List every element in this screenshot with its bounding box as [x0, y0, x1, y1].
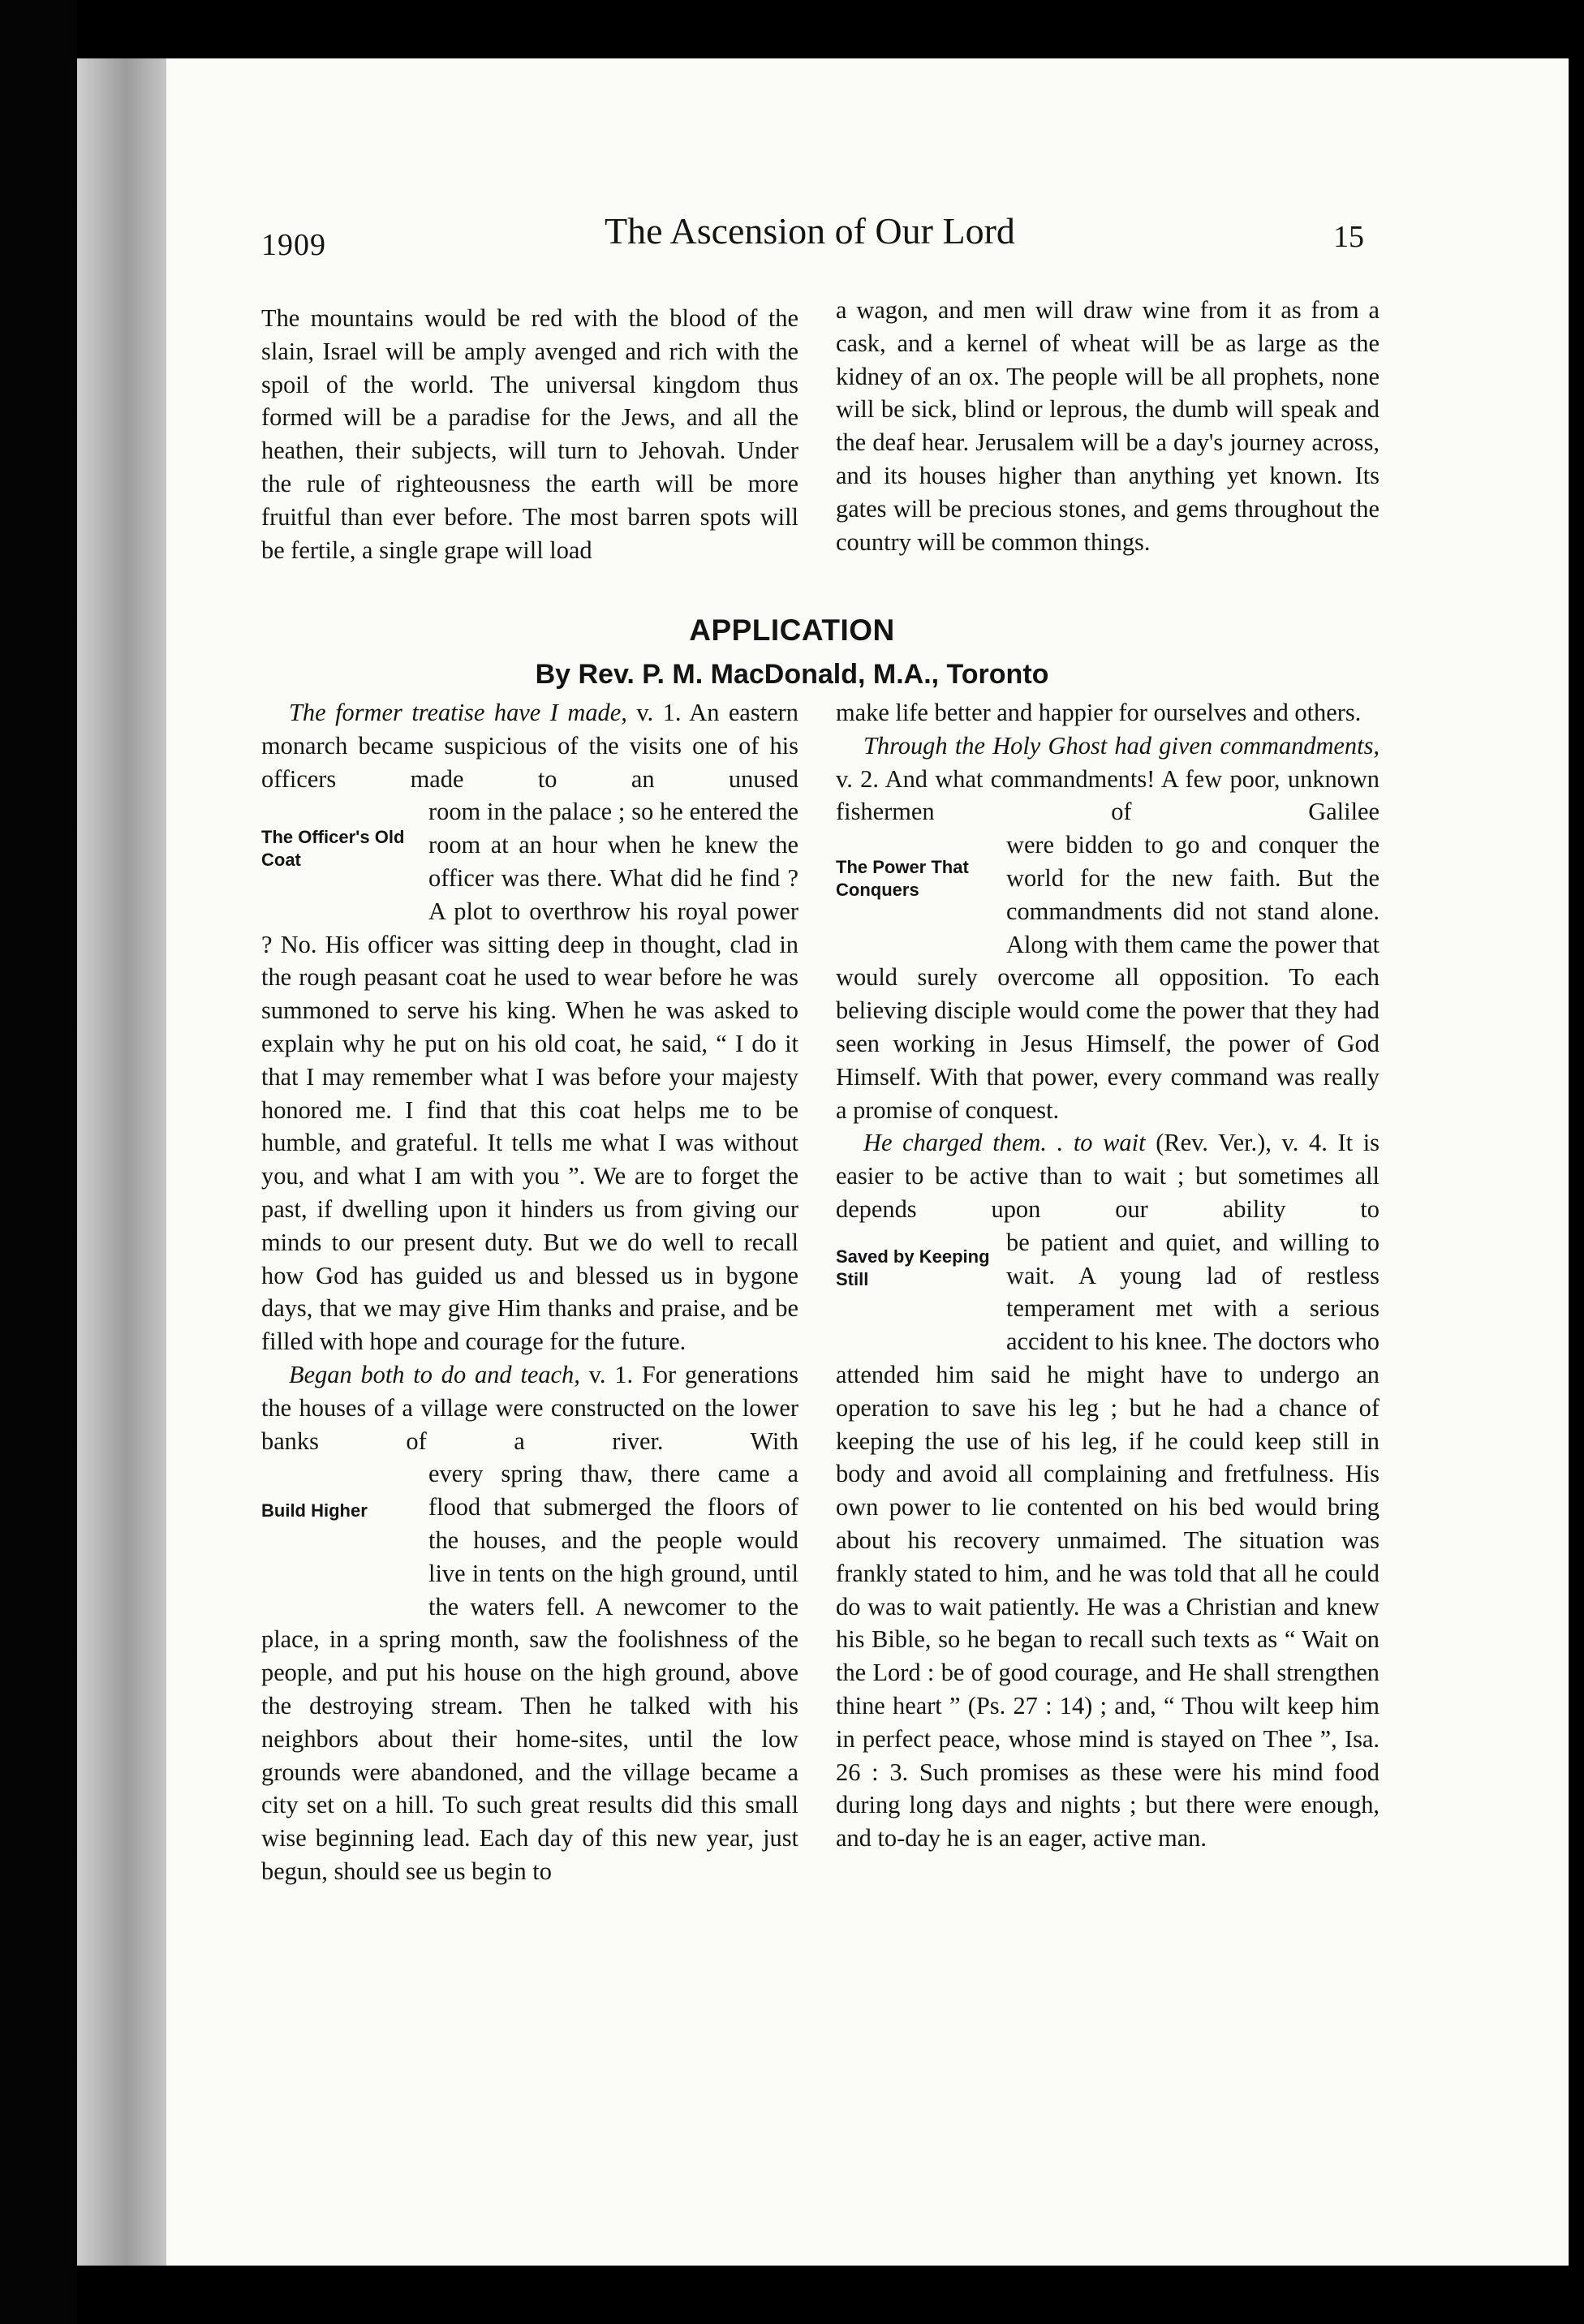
paragraph-continuation: make life better and happier for ourselves and others.: [836, 699, 1362, 726]
paragraph-text: v. 2. And what commandments! A few poor, unknown fishermen of Galilee: [836, 764, 1380, 826]
paragraph-text: v. 1. For generations the houses of a village were constructed on the lower banks of a river. With: [261, 1360, 798, 1455]
paragraph-text: v. 1. An eastern monarch became suspicious of the visits one of his officers made to an unused: [261, 699, 798, 793]
paragraph-text: room in the palace ; so he entered the room at an hour when he knew the officer was there. What did he find ? A plot to overthrow his royal power ? No. His officer was sitting deep in thought, clad in the rough peasant coat he used to wear before he was summoned to serve his king. When he was asked to explain why he put on his old coat, he said, “ I do it that I may remember what I was before your majesty honored me. I find that this coat helps me to be humble, and grateful. It tells me what I was without you, and what I am with you ”. We are to forget the past, if dwelling upon it hinders us from giving our minds to our present duty. But we do well to recall how God has guided us and blessed us in bygone days, that we may give Him thanks and praise, and be filled with hope and courage for the future.: [261, 798, 798, 1356]
paragraph-text: (Rev. Ver.), v. 4. It is easier to be active than to wait ; but sometimes all depends upon our ability to: [836, 1129, 1380, 1223]
sidenote-power-that-conquers: The Power That Conquers: [836, 857, 969, 901]
paragraph-text: were bidden to go and conquer the world for the new faith. But the commandments did not stand alone. Along with them came the power that would surely overcome all opposition. To each believing disciple would come the power that they had seen working in Jesus Himself, the power of God Himself. With that power, every command was really a promise of conquest.: [836, 831, 1380, 1124]
page-gutter: [77, 58, 166, 2266]
sidenote-officers-old-coat: The Officer's Old Coat: [261, 827, 405, 871]
left-column: [261, 696, 798, 1888]
header-title: The Ascension of Our Lord: [605, 210, 1015, 252]
scan-border: [0, 0, 77, 2324]
paragraph-text: be patient and quiet, and willing to wait. A young lad of restless temperament met with a serious accident to his knee. The doctors who attended him said he might have to undergo an operation to save his leg ; but he had a chance of keeping the use of his leg, if he could keep still in body and avoid all complaining and fretfulness. His own power to lie contented on his bed would bring about his recovery unmaimed. The situation was frankly stated to him, and he was told that all he could do was to wait patiently. He was a Christian and knew his Bible, so he began to recall such texts as “ Wait on the Lord : be of good courage, and He shall strengthen thine heart ” (Ps. 27 : 14) ; and, “ Thou wilt keep him in perfect peace, whose mind is stayed on Thee ”, Isa. 26 : 3. Such promises as these were his mind food during long days and nights ; but there were enough, and to-day he is an eager, active man.: [836, 1228, 1380, 1853]
scripture-reference: Through the Holy Ghost had given commandments,: [863, 731, 1380, 760]
section-heading: APPLICATION: [689, 613, 895, 647]
paragraph-text: every spring thaw, there came a flood that submerged the floors of the houses, and the people would live in tents on the high ground, until the waters fell. A newcomer to the place, in a spring month, saw the foolishness of the people, and put his house on the high ground, above the destroying stream. Then he talked with his neighbors about their home-sites, until the low grounds were abandoned, and the village became a city set on a hill. To such great results did this small wise beginning lead. Each day of this new year, just begun, should see us begin to: [261, 1460, 798, 1885]
paragraph-continuation: [261, 1457, 798, 1887]
paragraph-holy-ghost: [836, 729, 1380, 828]
paragraph-former-treatise: [261, 696, 798, 795]
page-number: 15: [1333, 220, 1364, 254]
section-byline: By Rev. P. M. MacDonald, M.A., Toronto: [535, 659, 1049, 690]
sidenote-saved-by-keeping-still: Saved by Keeping Still: [836, 1246, 990, 1289]
paragraph-continuation: [261, 795, 798, 1358]
paragraph-continuation: [836, 828, 1380, 1126]
paragraph-charged-them: [836, 1126, 1380, 1225]
top-left-paragraph: The mountains would be red with the blood of the slain, Israel will be amply avenged and rich with the spoil of the world. The universal kingdom thus formed will be a paradise for the Jews, and all the heathen, their subjects, will turn to Jehovah. Under the rule of righteousness the earth will be more fruitful than ever before. The most barren spots will be fertile, a single grape will load: [261, 304, 798, 564]
top-left-column: [261, 302, 798, 566]
top-right-column: [836, 294, 1380, 558]
sidenote-build-higher: Build Higher: [261, 1500, 368, 1521]
header-year: 1909: [261, 228, 326, 262]
paragraph-continuation: [836, 1226, 1380, 1855]
top-right-paragraph: a wagon, and men will draw wine from it as from a cask, and a kernel of wheat will be as large as the kidney of an ox. The people will be all prophets, none will be sick, blind or leprous, the dumb will speak and the deaf hear. Jerusalem will be a day's journey across, and its houses higher than anything yet known. Its gates will be precious stones, and gems throughout the country will be common things.: [836, 296, 1380, 556]
paragraph-began-both: [261, 1358, 798, 1457]
right-column: [836, 696, 1380, 1855]
scripture-reference: He charged them. . to wait: [863, 1129, 1146, 1157]
scripture-reference: The former treatise have I made,: [289, 699, 627, 726]
scripture-reference: Began both to do and teach,: [289, 1360, 580, 1388]
running-header: [0, 209, 1584, 266]
